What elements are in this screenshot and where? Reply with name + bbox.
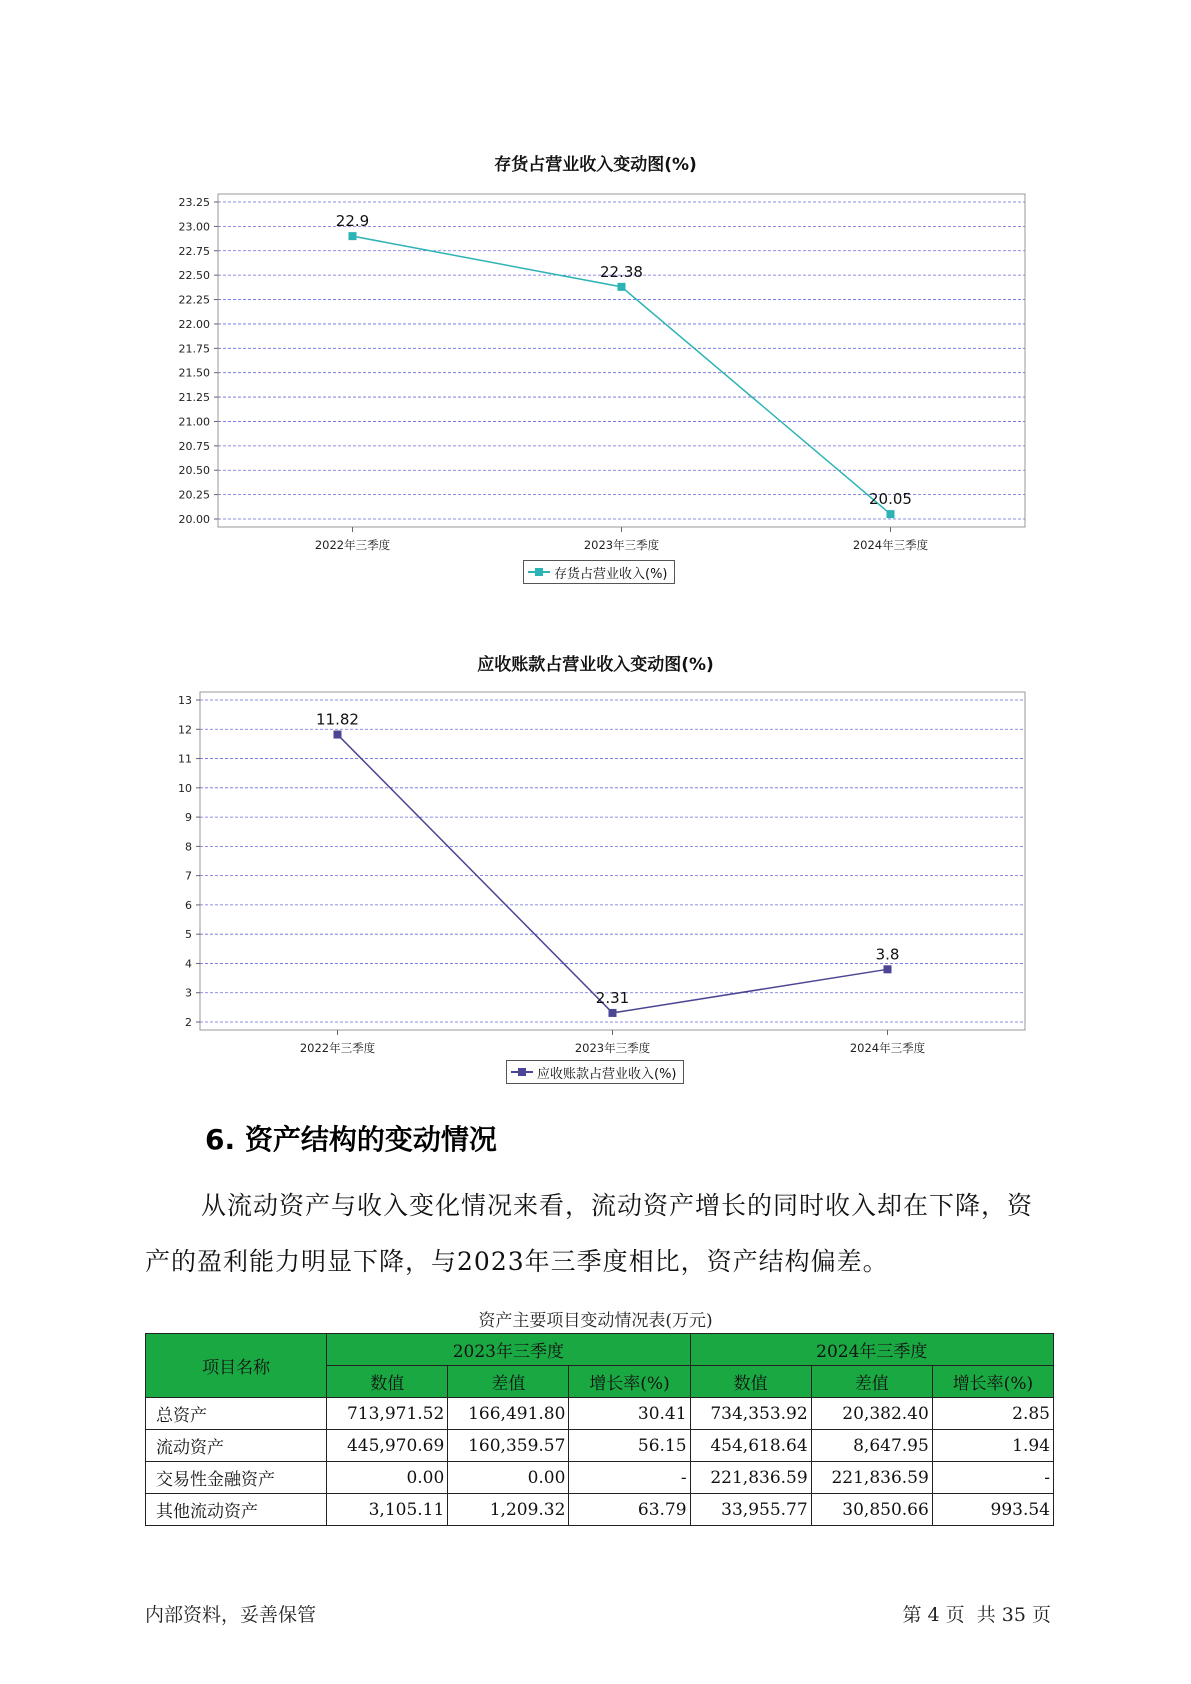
- y-tick-label: 22.50: [178, 269, 210, 283]
- y-tick-label: 3: [185, 986, 192, 1000]
- table-cell: 交易性金融资产: [146, 1462, 327, 1494]
- table-cell: 713,971.52: [327, 1398, 448, 1430]
- column-header: 增长率(%): [932, 1366, 1053, 1398]
- table-cell: 993.54: [932, 1494, 1053, 1526]
- table-cell: 160,359.57: [448, 1430, 569, 1462]
- table-cell: 其他流动资产: [146, 1494, 327, 1526]
- x-tick-label: 2023年三季度: [583, 538, 660, 552]
- y-tick-label: 13: [178, 694, 192, 707]
- data-label: 20.05: [869, 490, 912, 509]
- data-label: 22.38: [600, 262, 643, 281]
- table-cell: 221,836.59: [690, 1462, 811, 1494]
- asset-change-table: [145, 1333, 1054, 1526]
- y-tick-label: 5: [185, 928, 192, 942]
- column-header: 数值: [690, 1366, 811, 1398]
- y-tick-label: 20.25: [178, 488, 210, 502]
- y-tick-label: 2: [185, 1016, 192, 1029]
- y-tick-label: 21.50: [178, 366, 210, 380]
- table-cell: 734,353.92: [690, 1398, 811, 1430]
- y-tick-label: 7: [185, 869, 192, 883]
- y-tick-label: 10: [178, 781, 192, 795]
- table-cell: 30.41: [569, 1398, 690, 1430]
- y-tick-label: 6: [185, 898, 192, 912]
- column-header: 差值: [448, 1366, 569, 1398]
- x-tick-label: 2023年三季度: [574, 1041, 651, 1055]
- table-cell: 0.00: [448, 1462, 569, 1494]
- y-tick-label: 21.25: [178, 391, 210, 405]
- plot-area: [200, 692, 1025, 1030]
- y-tick-label: 20.75: [178, 439, 210, 453]
- y-tick-label: 9: [185, 811, 192, 825]
- y-tick-label: 23.25: [178, 196, 210, 209]
- y-tick-label: 22.25: [178, 293, 210, 307]
- x-tick-label: 2024年三季度: [849, 1041, 926, 1055]
- x-tick-label: 2024年三季度: [852, 538, 929, 552]
- y-tick-label: 12: [178, 723, 192, 737]
- section-heading: 6. 资产结构的变动情况: [205, 1123, 497, 1156]
- table-cell: 2.85: [932, 1398, 1053, 1430]
- y-tick-label: 22.75: [178, 244, 210, 258]
- table-cell: -: [932, 1462, 1053, 1494]
- table-row: [146, 1398, 1054, 1430]
- chart-title: 存货占营业收入变动图(%): [494, 155, 697, 175]
- data-label: 2.31: [595, 988, 630, 1007]
- table-cell: 63.79: [569, 1494, 690, 1526]
- table-cell: 0.00: [327, 1462, 448, 1494]
- column-header: 差值: [811, 1366, 932, 1398]
- table-cell: 3,105.11: [327, 1494, 448, 1526]
- table-row: [146, 1462, 1054, 1494]
- footer-confidential-note: 内部资料，妥善保管: [145, 1604, 317, 1626]
- legend-label: 应收账款占营业收入(%): [537, 1066, 677, 1082]
- legend-marker-icon: [511, 1067, 533, 1077]
- table-cell: 56.15: [569, 1430, 690, 1462]
- chart-title: 应收账款占营业收入变动图(%): [477, 655, 714, 675]
- y-tick-label: 4: [185, 957, 192, 971]
- y-tick-label: 20.50: [178, 464, 210, 478]
- table-cell: 1.94: [932, 1430, 1053, 1462]
- table-cell: -: [569, 1462, 690, 1494]
- table-cell: 1,209.32: [448, 1494, 569, 1526]
- y-tick-label: 20.00: [178, 513, 210, 526]
- table-row: [146, 1494, 1054, 1526]
- x-tick-label: 2022年三季度: [314, 538, 391, 552]
- data-label: 22.9: [335, 212, 370, 231]
- y-tick-label: 21.00: [178, 415, 210, 429]
- group-header: 2023年三季度: [327, 1334, 690, 1366]
- table-caption: 资产主要项目变动情况表(万元): [478, 1311, 713, 1331]
- table-cell: 445,970.69: [327, 1430, 448, 1462]
- data-point: [609, 1009, 617, 1017]
- table-cell: 8,647.95: [811, 1430, 932, 1462]
- table-cell: 总资产: [146, 1398, 327, 1430]
- chart-legend: [506, 1060, 684, 1084]
- y-tick-label: 23.00: [178, 220, 210, 234]
- table-cell: 20,382.40: [811, 1398, 932, 1430]
- y-tick-label: 22.00: [178, 317, 210, 331]
- data-label: 11.82: [316, 710, 359, 729]
- y-tick-label: 21.75: [178, 342, 210, 356]
- data-point: [334, 731, 342, 739]
- table-cell: 454,618.64: [690, 1430, 811, 1462]
- table-cell: 221,836.59: [811, 1462, 932, 1494]
- name-header: 项目名称: [146, 1334, 327, 1398]
- x-tick-label: 2022年三季度: [299, 1041, 376, 1055]
- footer-page-number: 第 4 页 共 35 页: [902, 1604, 1051, 1626]
- section-paragraph: 从流动资产与收入变化情况来看，流动资产增长的同时收入却在下降，资产的盈利能力明显下降，与2023年三季度相比，资产结构偏差。: [145, 1191, 1034, 1276]
- table-cell: 33,955.77: [690, 1494, 811, 1526]
- table-cell: 166,491.80: [448, 1398, 569, 1430]
- table-cell: 流动资产: [146, 1430, 327, 1462]
- data-label: 3.8: [875, 945, 900, 964]
- data-point: [884, 965, 892, 973]
- column-header: 增长率(%): [569, 1366, 690, 1398]
- group-header: 2024年三季度: [690, 1334, 1053, 1366]
- legend-label: 存货占营业收入(%): [554, 566, 668, 582]
- table-cell: 30,850.66: [811, 1494, 932, 1526]
- table-row: [146, 1430, 1054, 1462]
- column-header: 数值: [327, 1366, 448, 1398]
- y-tick-label: 8: [185, 840, 192, 854]
- y-tick-label: 11: [178, 752, 192, 766]
